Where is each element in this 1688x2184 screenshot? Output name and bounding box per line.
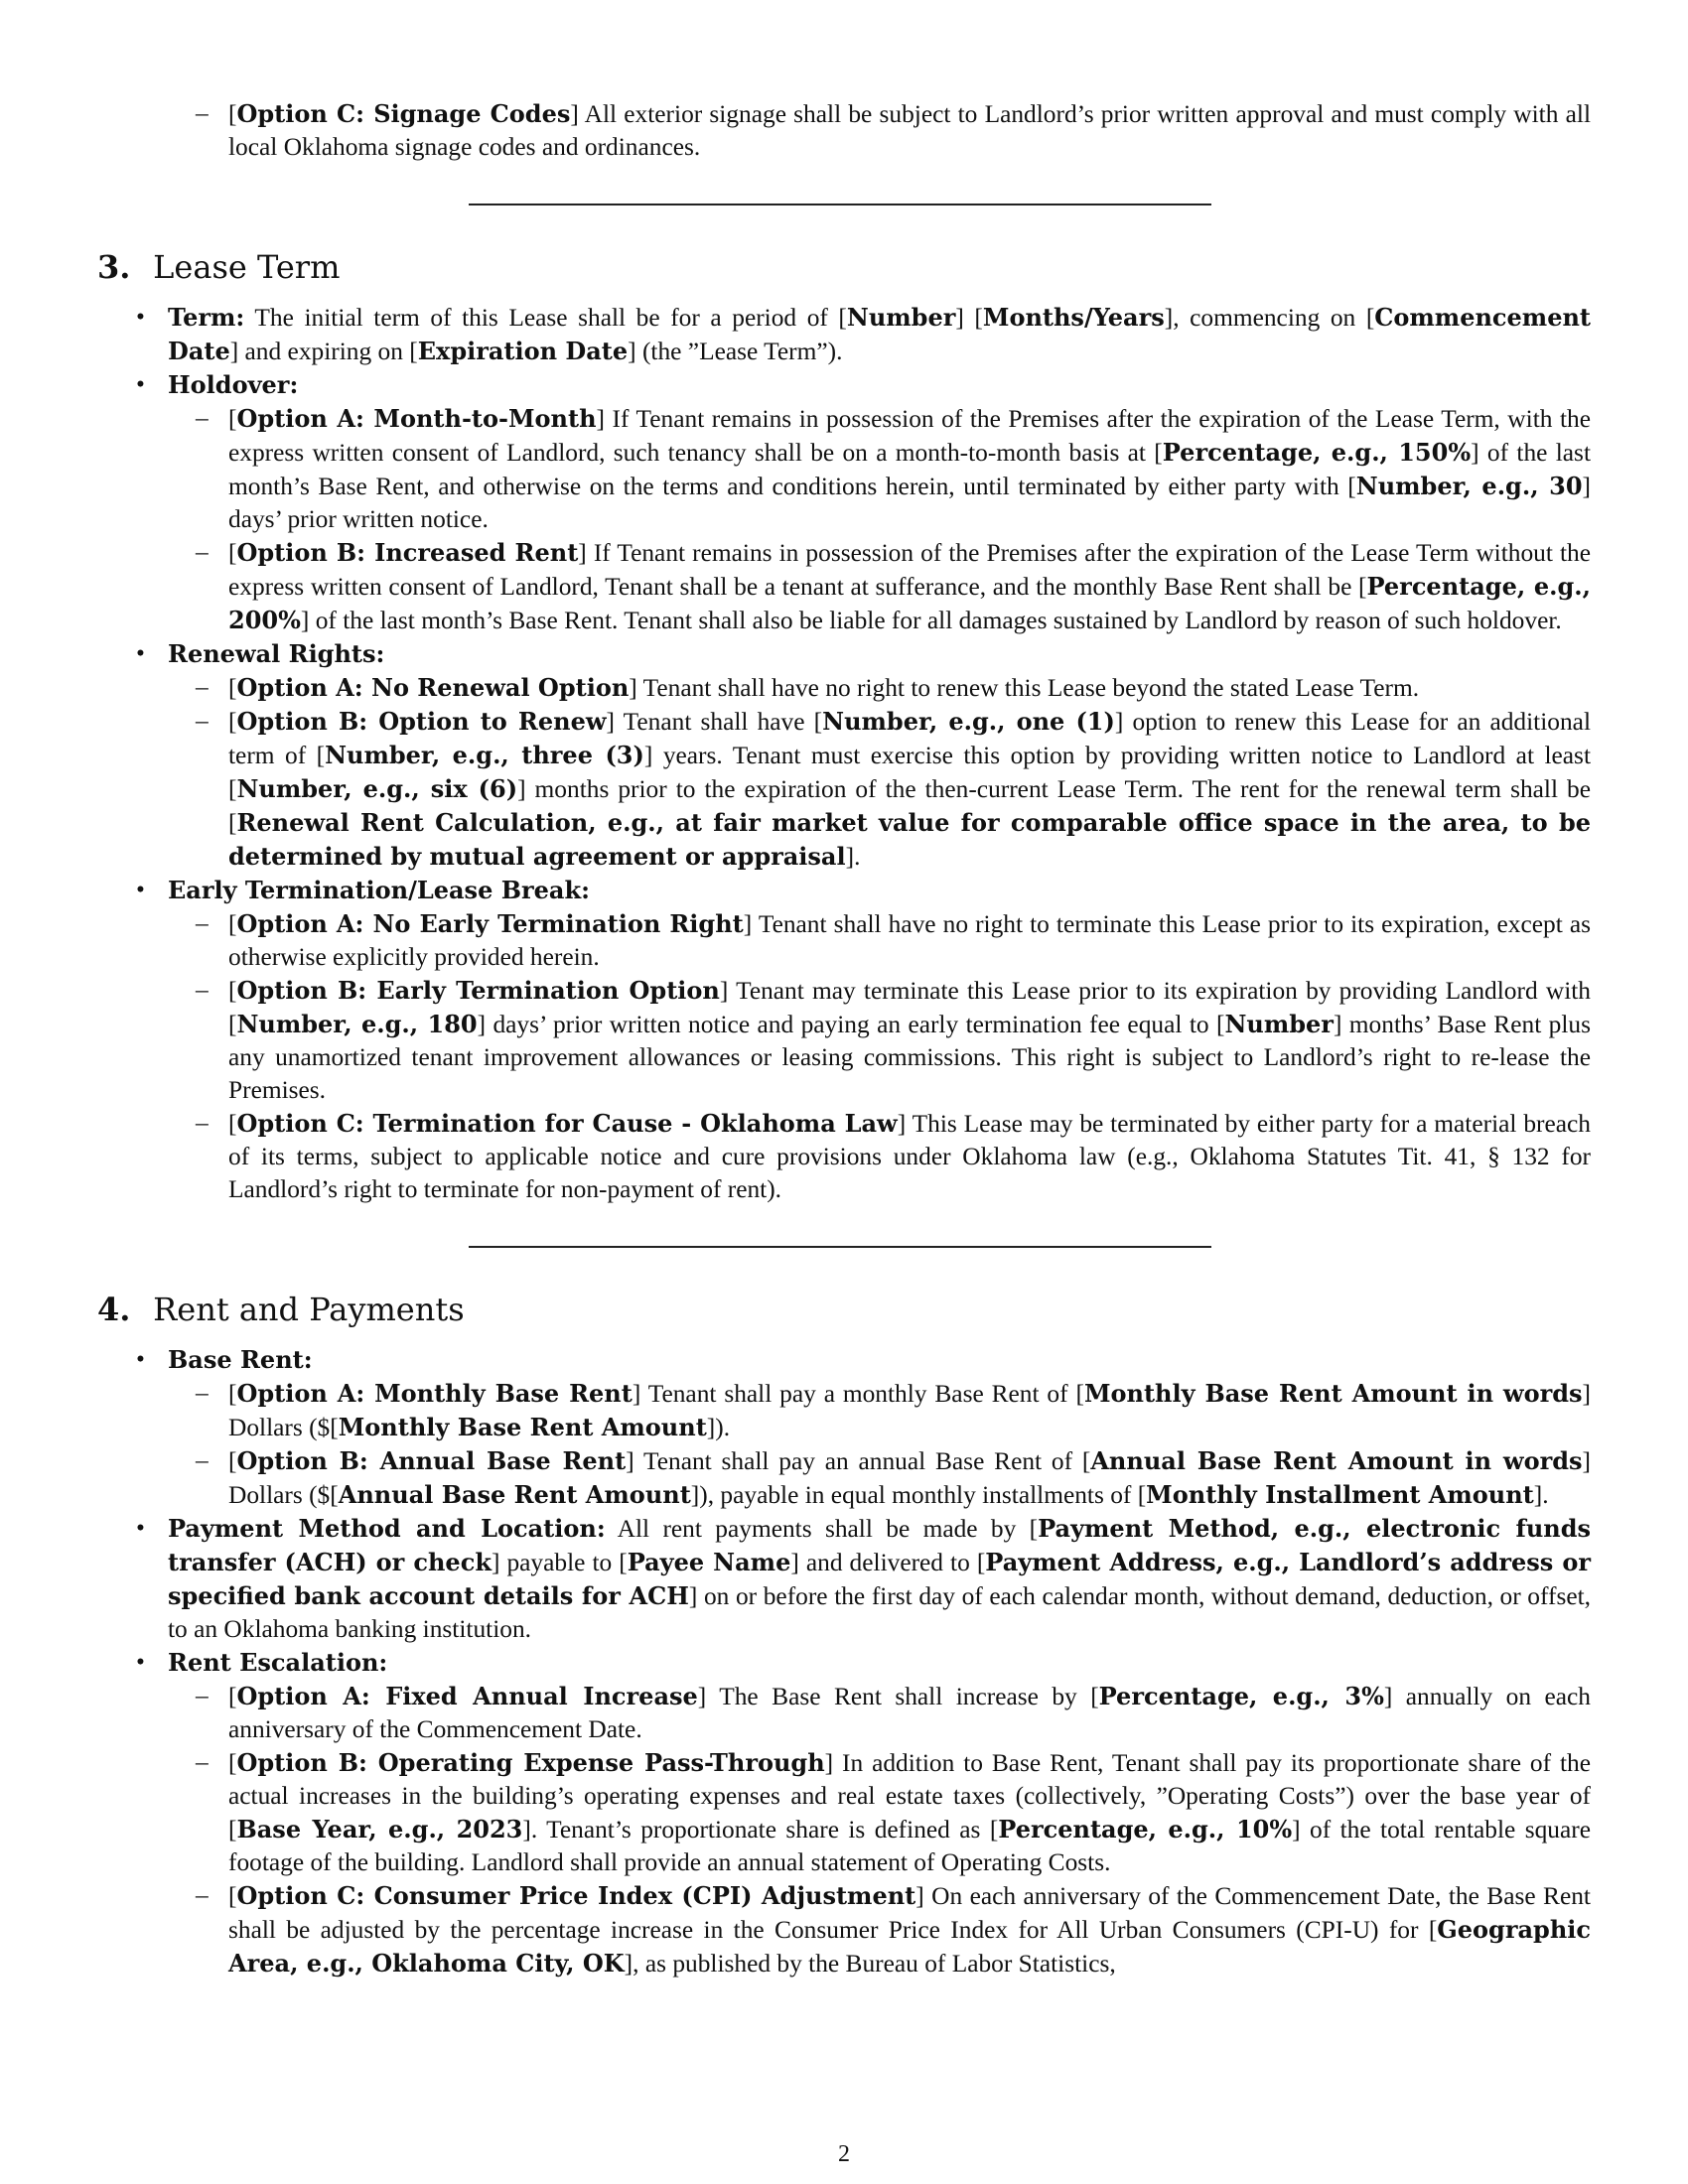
option-text: years. Tenant must exercise this option by providing written notice to Landlord at least <box>652 742 1591 769</box>
item-text: and delivered to <box>798 1549 977 1576</box>
section-title: Rent and Payments <box>153 1291 465 1328</box>
item-label: Term: <box>168 303 245 332</box>
list-item: • Payment Method and Location: All rent payments shall be made by [Payment Method, e.g., electronic funds transfer (ACH) or check] payable to [Payee Name] and delivered to [Payment Address, e.g., Landlord’s address or specified bank account details for ACH] on or before the first day of each calendar month, without demand, deduction, or offset, to an Oklahoma banking institution. <box>97 1512 1591 1646</box>
option-text: option to renew this Lease for an additional term of <box>228 708 1592 769</box>
placeholder-field: Months/Years <box>982 303 1165 332</box>
item-text: on or before the first day of each calendar month, without demand, deduction, or offset, to an Oklahoma banking institution. <box>168 1582 1591 1643</box>
option-text: Tenant shall have no right to terminate this Lease prior to its expiration, except as otherwise explicitly provided herein. <box>228 910 1592 971</box>
option-label: Option A: Fixed Annual Increase <box>236 1682 698 1710</box>
option-item: – [Option C: Termination for Cause - Oklahoma Law] This Lease may be terminated by either party for a material breach of its terms, subject to applicable notice and cure provisions under Oklahoma law (e.g., Oklahoma Statutes Tit. 41, § 132 for Landlord’s right to terminate for non-payment of rent). <box>97 1107 1591 1206</box>
option-label: Option C: Consumer Price Index (CPI) Adjustment <box>236 1881 916 1910</box>
section-number: 3. <box>97 248 131 286</box>
item-text: and expiring on <box>238 338 410 365</box>
option-text: of the last month’s Base Rent. Tenant shall also be liable for all damages sustained by Landlord by reason of such holdover. <box>309 607 1562 634</box>
signage-option-list <box>97 97 1591 164</box>
placeholder-field: Annual Base Rent Amount <box>338 1480 691 1509</box>
option-item: – [Option C: Signage Codes] All exterior signage shall be subject to Landlord’s prior written approval and must comply with all local Oklahoma signage codes and ordinances. <box>97 97 1591 164</box>
option-item: – [Option A: Month-to-Month] If Tenant remains in possession of the Premises after the expiration of the Lease Term, with the express written consent of Landlord, such tenancy shall be on a month-to-month basis at [Percentage, e.g., 150%] of the last month’s Base Rent, and otherwise on the terms and conditions herein, until terminated by either party with [Number, e.g., 30] days’ prior written notice. <box>97 402 1591 536</box>
option-label: Option A: Month-to-Month <box>236 404 597 433</box>
option-label: Option B: Early Termination Option <box>236 976 720 1005</box>
list-item <box>97 1646 1591 1980</box>
option-text: Dollars ($ <box>228 1414 331 1441</box>
placeholder-field: Number <box>846 303 956 332</box>
item-label: Early Termination/Lease Break: <box>168 876 590 904</box>
option-text: Dollars ($ <box>228 1481 331 1509</box>
option-text: On each anniversary of the Commencement Date, the Base Rent shall be adjusted by the percentage increase in the Consumer Price Index for All Urban Consumers (CPI-U) for <box>228 1882 1591 1944</box>
option-text: months’ Base Rent plus any unamortized tenant improvement allowances or leasing commissions. This right is subject to Landlord’s right to re-lease the Premises. <box>228 1011 1591 1104</box>
option-text: ). <box>715 1414 731 1441</box>
section-divider <box>469 1246 1211 1248</box>
option-text: annually on each anniversary of the Commencement Date. <box>228 1683 1591 1743</box>
option-text: of the last month’s Base Rent, and otherwise on the terms and conditions herein, until terminated by either party with <box>228 439 1591 500</box>
placeholder-field: Number <box>1224 1010 1334 1038</box>
section-number: 4. <box>97 1291 131 1328</box>
placeholder-field: Payment Method, e.g., electronic funds transfer (ACH) or check <box>168 1514 1592 1576</box>
option-text: This Lease may be terminated by either party for a material breach of its terms, subject to applicable notice and cure provisions under Oklahoma law (e.g., Oklahoma Statutes Tit. 41, § 132 for Landlord’s right to terminate for non-payment of rent). <box>228 1110 1592 1203</box>
option-item: – [Option B: Operating Expense Pass-Through] In addition to Base Rent, Tenant shall pay its proportionate share of the actual increases in the building’s operating expenses and real estate taxes (collectively, ”Operating Costs”) over the base year of [Base Year, e.g., 2023]. Tenant’s proportionate share is defined as [Percentage, e.g., 10%] of the total rentable square footage of the building. Landlord shall provide an annual statement of Operating Costs. <box>97 1746 1591 1879</box>
option-text: The Base Rent shall increase by <box>706 1683 1091 1710</box>
option-list <box>168 1377 1591 1512</box>
option-item: – [Option C: Consumer Price Index (CPI) Adjustment] On each anniversary of the Commencement Date, the Base Rent shall be adjusted by the percentage increase in the Consumer Price Index for All Urban Consumers (CPI-U) for [Geographic Area, e.g., Oklahoma City, OK], as published by the Bureau of Labor Statistics, <box>97 1879 1591 1980</box>
option-label: Option A: Monthly Base Rent <box>236 1379 633 1408</box>
option-item: – [Option B: Increased Rent] If Tenant remains in possession of the Premises after the expiration of the Lease Term without the express written consent of Landlord, Tenant shall be a tenant at sufferance, and the monthly Base Rent shall be [Percentage, e.g., 200%] of the last month’s Base Rent. Tenant shall also be liable for all damages sustained by Landlord by reason of such holdover. <box>97 536 1591 637</box>
option-label: Option A: No Renewal Option <box>236 673 630 702</box>
placeholder-field: Commencement Date <box>168 303 1591 365</box>
item-text: , commencing on <box>1173 304 1366 332</box>
option-item: – [Option A: Fixed Annual Increase] The Base Rent shall increase by [Percentage, e.g., 3%] annually on each anniversary of the Commencement Date. <box>97 1680 1591 1746</box>
option-list <box>168 671 1591 874</box>
placeholder-field: Monthly Base Rent Amount in words <box>1083 1379 1583 1408</box>
option-text: days’ prior written notice and paying an early termination fee equal to <box>486 1011 1216 1038</box>
option-text: ), payable in equal monthly installments of <box>699 1481 1138 1509</box>
placeholder-field: Percentage, e.g., 150% <box>1162 438 1472 467</box>
option-text: All exterior signage shall be subject to Landlord’s prior written approval and must comply with all local Oklahoma signage codes and ordinances. <box>228 100 1592 161</box>
placeholder-field: Monthly Base Rent Amount <box>338 1413 707 1441</box>
list-item: • Term: The initial term of this Lease shall be for a period of [Number] [Months/Years], commencing on [Commencement Date] and expiring on [Expiration Date] (the ”Lease Term”). <box>97 301 1591 368</box>
option-label: Option C: Termination for Cause - Oklahoma Law <box>236 1109 898 1138</box>
section-heading <box>97 247 1591 287</box>
option-item: – [Option B: Early Termination Option] Tenant may terminate this Lease prior to its expiration by providing Landlord with [Number, e.g., 180] days’ prior written notice and paying an early termination fee equal to [Number] months’ Base Rent plus any unamortized tenant improvement allowances or leasing commissions. This right is subject to Landlord’s right to re-lease the Premises. <box>97 974 1591 1107</box>
list-item <box>97 874 1591 1206</box>
option-text: Tenant may terminate this Lease prior to its expiration by providing Landlord with <box>728 977 1591 1005</box>
item-text: The initial term of this Lease shall be for a period of <box>254 304 839 332</box>
lease-term-list <box>97 301 1591 1206</box>
section-title: Lease Term <box>153 248 341 286</box>
placeholder-field: Number, e.g., 180 <box>236 1010 478 1038</box>
option-item: – [Option B: Annual Base Rent] Tenant shall pay an annual Base Rent of [Annual Base Rent Amount in words] Dollars ($[Annual Base Rent Amount]), payable in equal monthly installments of [Monthly Installment Amount]. <box>97 1444 1591 1512</box>
option-item: – [Option A: No Early Termination Right] Tenant shall have no right to terminate this Lease prior to its expiration, except as otherwise explicitly provided herein. <box>97 907 1591 974</box>
list-item <box>97 1343 1591 1512</box>
item-text: payable to <box>499 1549 620 1576</box>
option-list <box>168 402 1591 637</box>
item-text: (the ”Lease Term”). <box>635 338 843 365</box>
option-text: , as published by the Bureau of Labor Statistics, <box>633 1950 1116 1978</box>
item-label: Renewal Rights: <box>168 639 385 668</box>
option-text: Tenant shall pay an annual Base Rent of <box>633 1447 1082 1475</box>
list-item <box>97 637 1591 874</box>
option-label: Option B: Operating Expense Pass-Through <box>236 1748 825 1777</box>
option-text: If Tenant remains in possession of the Premises after the expiration of the Lease Term, with the express written consent of Landlord, such tenancy shall be on a month-to-month basis at <box>228 405 1592 467</box>
placeholder-field: Number, e.g., three (3) <box>325 741 644 769</box>
option-text: In addition to Base Rent, Tenant shall pay its proportionate share of the actual increases in the building’s operating expenses and real estate taxes (collectively, ”Operating Costs”) over the base year of <box>228 1749 1591 1810</box>
option-list <box>168 907 1591 1206</box>
item-label: Rent Escalation: <box>168 1648 388 1677</box>
option-list <box>168 1680 1591 1980</box>
option-label: Option B: Increased Rent <box>236 538 579 567</box>
placeholder-field: Renewal Rent Calculation, e.g., at fair market value for comparable office space in the area, to be determined by mutual agreement or appraisal <box>228 808 1591 871</box>
option-text: months prior to the expiration of the then-current Lease Term. The rent for the renewal term shall be <box>525 775 1591 803</box>
section-divider <box>469 204 1211 205</box>
placeholder-field: Geographic Area, e.g., Oklahoma City, OK <box>228 1915 1591 1978</box>
placeholder-field: Percentage, e.g., 3% <box>1098 1682 1384 1710</box>
item-label: Base Rent: <box>168 1345 313 1374</box>
placeholder-field: Expiration Date <box>417 337 629 365</box>
option-label: Option B: Annual Base Rent <box>236 1446 627 1475</box>
placeholder-field: Percentage, e.g., 10% <box>998 1815 1293 1843</box>
option-text: . <box>1542 1481 1549 1509</box>
option-item: – [Option B: Option to Renew] Tenant shall have [Number, e.g., one (1)] option to renew this Lease for an additional term of [Number, e.g., three (3)] years. Tenant must exercise this option by providing written notice to Landlord at least [Number, e.g., six (6)] months prior to the expiration of the then-current Lease Term. The rent for the renewal term shall be [Renewal Rent Calculation, e.g., at fair market value for comparable office space in the area, to be determined by mutual agreement or appraisal]. <box>97 705 1591 874</box>
placeholder-field: Number, e.g., 30 <box>1355 472 1583 500</box>
placeholder-field: Percentage, e.g., 200% <box>228 572 1591 634</box>
option-text: . Tenant’s proportionate share is defined as <box>530 1816 990 1843</box>
option-text: Tenant shall have no right to renew this Lease beyond the stated Lease Term. <box>636 674 1420 702</box>
placeholder-field: Payment Address, e.g., Landlord’s address or specified bank account details for ACH <box>168 1548 1591 1610</box>
option-text: of the total rentable square footage of the building. Landlord shall provide an annual statement of Operating Costs. <box>228 1816 1591 1876</box>
page-number: 2 <box>838 2141 850 2167</box>
option-item: – [Option A: Monthly Base Rent] Tenant shall pay a monthly Base Rent of [Monthly Base Rent Amount in words] Dollars ($[Monthly Base Rent Amount]). <box>97 1377 1591 1444</box>
rent-payments-list <box>97 1343 1591 1980</box>
section-heading <box>97 1290 1591 1329</box>
item-label: Payment Method and Location: <box>168 1514 606 1543</box>
item-label: Holdover: <box>168 370 299 399</box>
placeholder-field: Number, e.g., one (1) <box>822 707 1115 736</box>
option-text: days’ prior written notice. <box>228 505 489 533</box>
list-item <box>97 368 1591 637</box>
item-text: All rent payments shall be made by <box>605 1515 1030 1543</box>
option-text: Tenant shall have <box>615 708 814 736</box>
placeholder-field: Number, e.g., six (6) <box>236 774 518 803</box>
option-label: Option B: Option to Renew <box>236 707 607 736</box>
placeholder-field: Base Year, e.g., 2023 <box>236 1815 523 1843</box>
placeholder-field: Annual Base Rent Amount in words <box>1090 1446 1583 1475</box>
option-label: Option C: Signage Codes <box>236 99 571 128</box>
placeholder-field: Payee Name <box>627 1548 791 1576</box>
option-label: Option A: No Early Termination Right <box>236 909 744 938</box>
option-item: – [Option A: No Renewal Option] Tenant shall have no right to renew this Lease beyond the stated Lease Term. <box>97 671 1591 705</box>
option-text: Tenant shall pay a monthly Base Rent of <box>640 1380 1076 1408</box>
placeholder-field: Monthly Installment Amount <box>1146 1480 1534 1509</box>
option-text: If Tenant remains in possession of the Premises after the expiration of the Lease Term without the express written consent of Landlord, Tenant shall be a tenant at sufferance, and the monthly Base Rent shall be <box>228 539 1592 601</box>
option-text: . <box>854 843 861 871</box>
